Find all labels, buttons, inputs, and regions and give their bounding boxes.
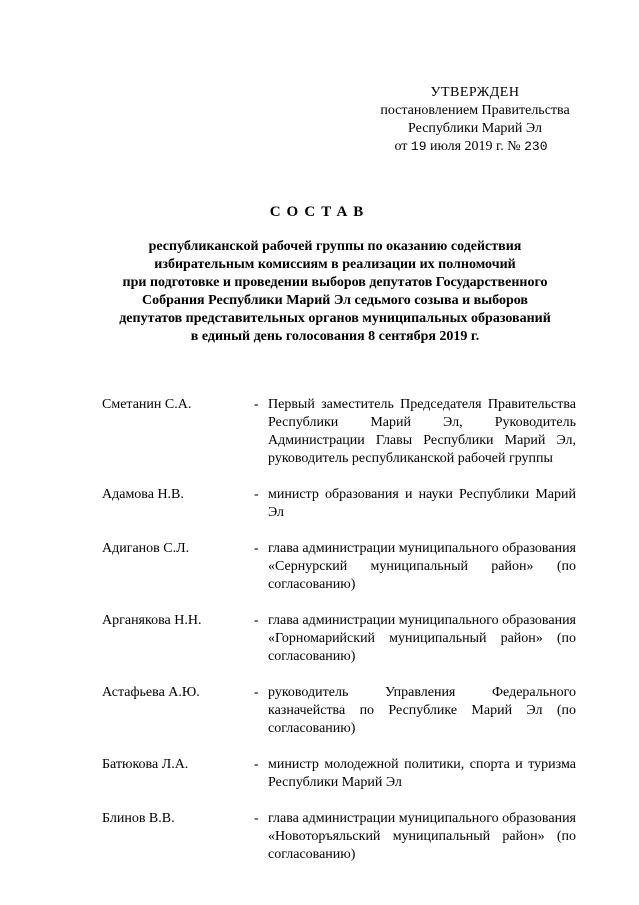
member-dash: - — [254, 397, 259, 412]
approval-date-line — [356, 138, 586, 156]
subtitle-line: республиканской рабочей группы по оказанию содействия — [148, 239, 522, 254]
subtitle-line: избирательным комиссиям в реализации их полномочий — [154, 257, 516, 272]
member-name: Астафьева А.Ю. — [102, 685, 200, 700]
document-title: СОСТАВ — [269, 204, 370, 220]
document-number: 230 — [524, 139, 548, 154]
member-name: Сметанин С.А. — [102, 397, 192, 412]
member-name: Батюкова Л.А. — [102, 757, 189, 772]
member-row — [0, 756, 639, 792]
date-rest: июля 2019 г. № — [430, 139, 521, 154]
member-row — [0, 810, 639, 864]
member-dash: - — [254, 613, 259, 628]
member-dash: - — [254, 811, 259, 826]
member-row — [0, 612, 639, 666]
member-row — [0, 540, 639, 594]
member-role: глава администрации муниципального образования «Горномарийский муниципальный район» (по согласованию) — [268, 613, 576, 664]
member-row — [0, 396, 639, 468]
member-role: министр образования и науки Республики Марий Эл — [268, 487, 576, 520]
member-dash: - — [254, 757, 259, 772]
member-role: глава администрации муниципального образования «Сернурский муниципальный район» (по согласованию) — [268, 541, 576, 592]
subtitle-line: в единый день голосования 8 сентября 2019 г. — [190, 329, 480, 344]
subtitle-line: Собрания Республики Марий Эл седьмого созыва и выборов — [142, 293, 528, 308]
member-row — [0, 486, 639, 522]
members-list — [0, 396, 639, 864]
member-role: руководитель Управления Федерального казначейства по Республике Марий Эл (по согласованию) — [268, 685, 576, 736]
member-dash: - — [254, 541, 259, 556]
member-role: министр молодежной политики, спорта и туризма Республики Марий Эл — [268, 757, 576, 790]
document-subtitle — [90, 238, 580, 346]
member-dash: - — [254, 685, 259, 700]
subtitle-line: депутатов представительных органов муниципальных образований — [119, 311, 551, 326]
member-row — [0, 684, 639, 738]
approval-republic: Республики Марий Эл — [408, 121, 542, 136]
date-prefix: от — [394, 139, 408, 154]
date-day: 19 — [410, 139, 427, 154]
member-name: Арганякова Н.Н. — [102, 613, 202, 628]
approval-basis: постановлением Правительства — [380, 103, 570, 118]
approval-heading: УТВЕРЖДЕН — [430, 85, 520, 100]
member-name: Блинов В.В. — [102, 811, 175, 826]
member-name: Адамова Н.В. — [102, 487, 184, 502]
member-role: глава администрации муниципального образования «Новоторъяльский муниципальный район» (по согласованию) — [268, 811, 576, 862]
member-name: Адиганов С.Л. — [102, 541, 190, 556]
member-dash: - — [254, 487, 259, 502]
member-role: Первый заместитель Председателя Правительства Республики Марий Эл, Руководитель Администрации Главы Республики Марий Эл, руководитель республиканской рабочей группы — [268, 397, 576, 466]
subtitle-line: при подготовке и проведении выборов депутатов Государственного — [122, 275, 548, 290]
approval-stamp — [360, 84, 590, 156]
